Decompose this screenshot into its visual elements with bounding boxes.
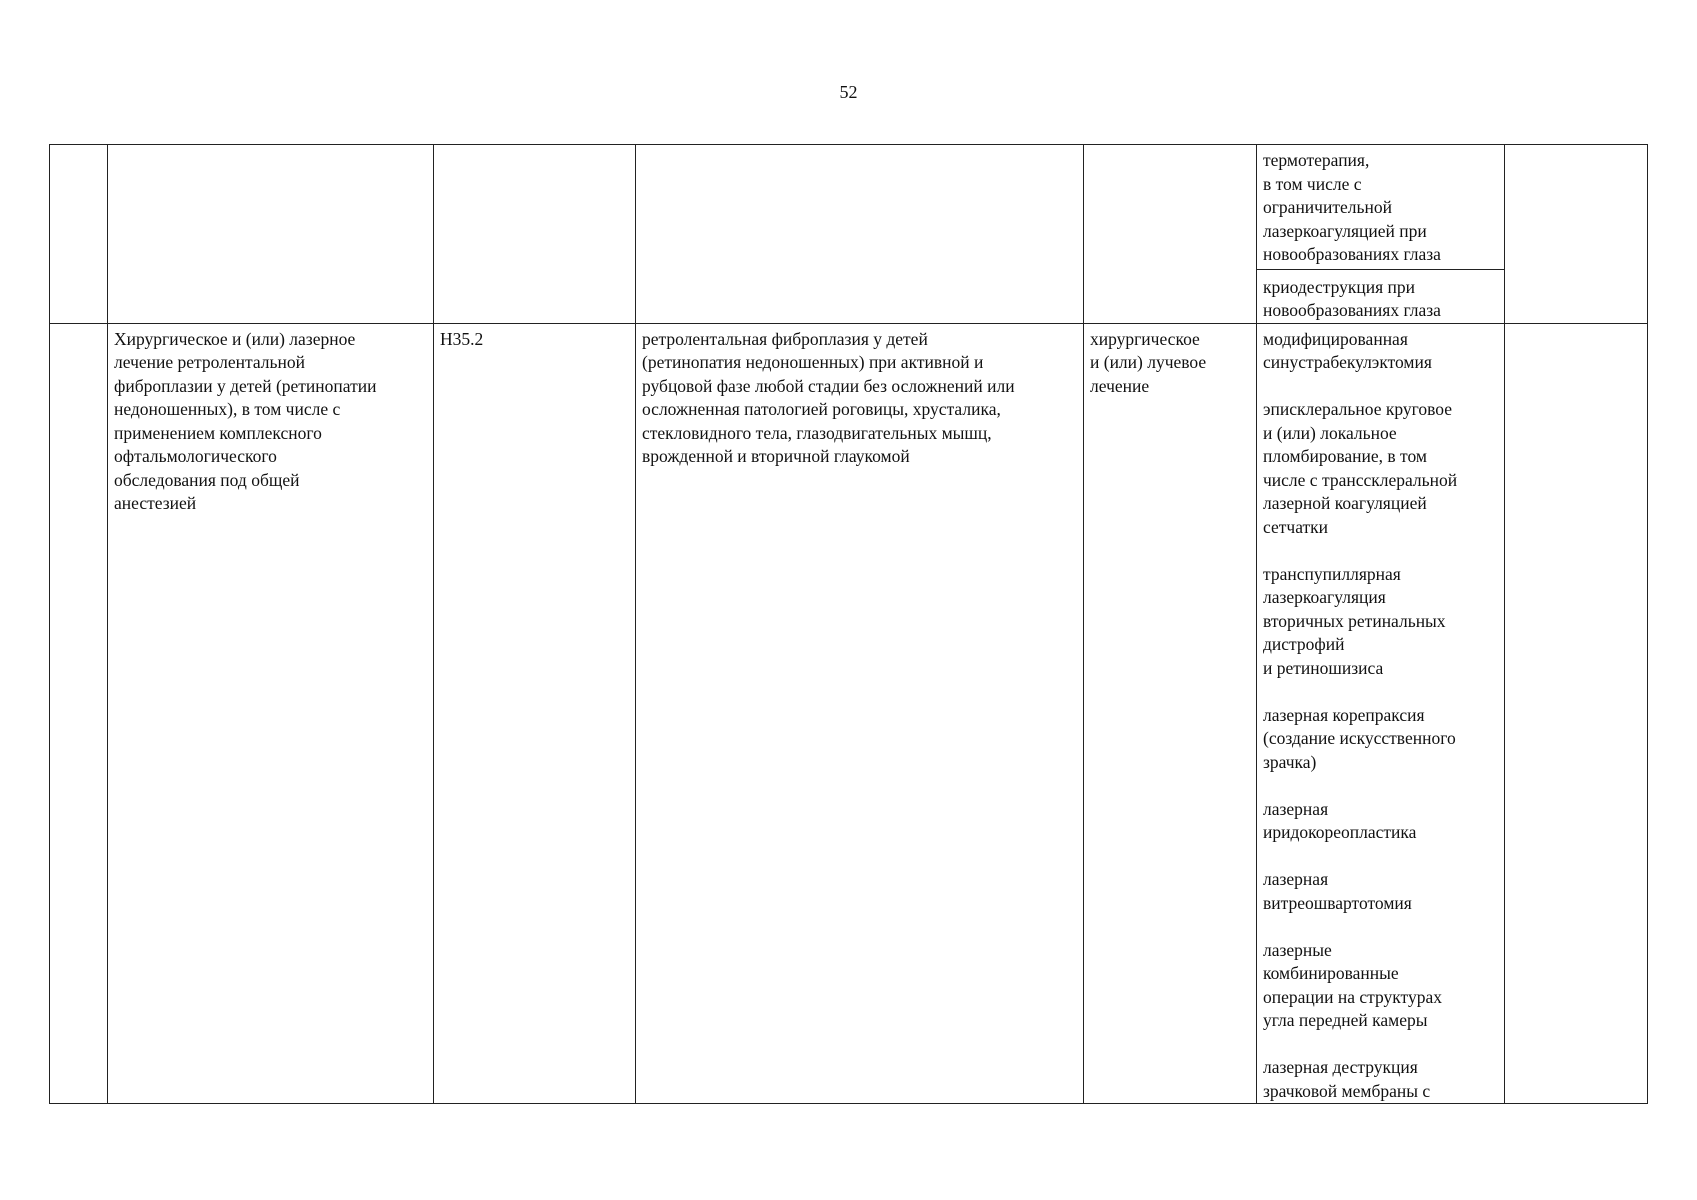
- patient-model-cell: [636, 145, 1084, 324]
- treatment-kind-cell: [1084, 145, 1257, 324]
- method-item: лазерная витреошвартотомия: [1263, 869, 1412, 913]
- page-number: 52: [839, 82, 858, 102]
- method-item: транспупиллярная лазеркоагуляция вторичных ретинальных дистрофий и ретиношизиса: [1263, 563, 1446, 678]
- method-thermotherapy: термотерапия, в том числе с ограничительной лазеркоагуляцией при новообразованиях глаза: [1257, 149, 1504, 270]
- icd-code-text: H35.2: [434, 323, 636, 1104]
- method-item: лазерные комбинированные операции на структурах угла передней камеры: [1263, 939, 1442, 1030]
- method-cell: [1257, 145, 1505, 324]
- norm-cell: [1505, 323, 1648, 1104]
- treatment-type-cell: [108, 145, 434, 324]
- treatment-type-text: Хирургическое и (или) лазерное лечение ретролентальной фиброплазии у детей (ретинопатии недоношенных), в том числе с применением комплексного офтальмологического обследования под общей анестезией: [108, 323, 434, 1104]
- method-list: [1263, 328, 1498, 1104]
- method-item: лазерная деструкция зрачковой мембраны с: [1263, 1057, 1431, 1101]
- medical-care-table: [49, 144, 1648, 1104]
- treatment-kind-text: хирургическое и (или) лучевое лечение: [1084, 323, 1257, 1104]
- number-cell: [50, 145, 108, 324]
- method-list-cell: [1257, 323, 1505, 1104]
- table-row-h35-2: [50, 323, 1648, 1104]
- method-item: лазерная корепраксия (создание искусственного зрачка): [1263, 704, 1456, 772]
- method-item: модифицированная синустрабекулэктомия: [1263, 328, 1432, 372]
- method-cryodestruction: криодеструкция при новообразованиях глаза: [1263, 276, 1441, 320]
- patient-model-text: ретролентальная фиброплазия у детей (ретинопатия недоношенных) при активной и рубцовой фазе любой стадии без осложнений или осложненная патологией роговицы, хрусталика, стекловидного тела, глазодвигательных мышц, врожденной и вторичной глаукомой: [636, 323, 1084, 1104]
- method-item: эписклеральное круговое и (или) локальное пломбирование, в том числе с транссклеральной лазерной коагуляцией сетчатки: [1263, 399, 1458, 537]
- method-item: лазерная иридокореопластика: [1263, 798, 1417, 842]
- number-cell: [50, 323, 108, 1104]
- norm-cell: [1505, 145, 1648, 324]
- method-stack: [1263, 149, 1498, 323]
- icd-code-cell: [434, 145, 636, 324]
- table-row-continued: [50, 145, 1648, 324]
